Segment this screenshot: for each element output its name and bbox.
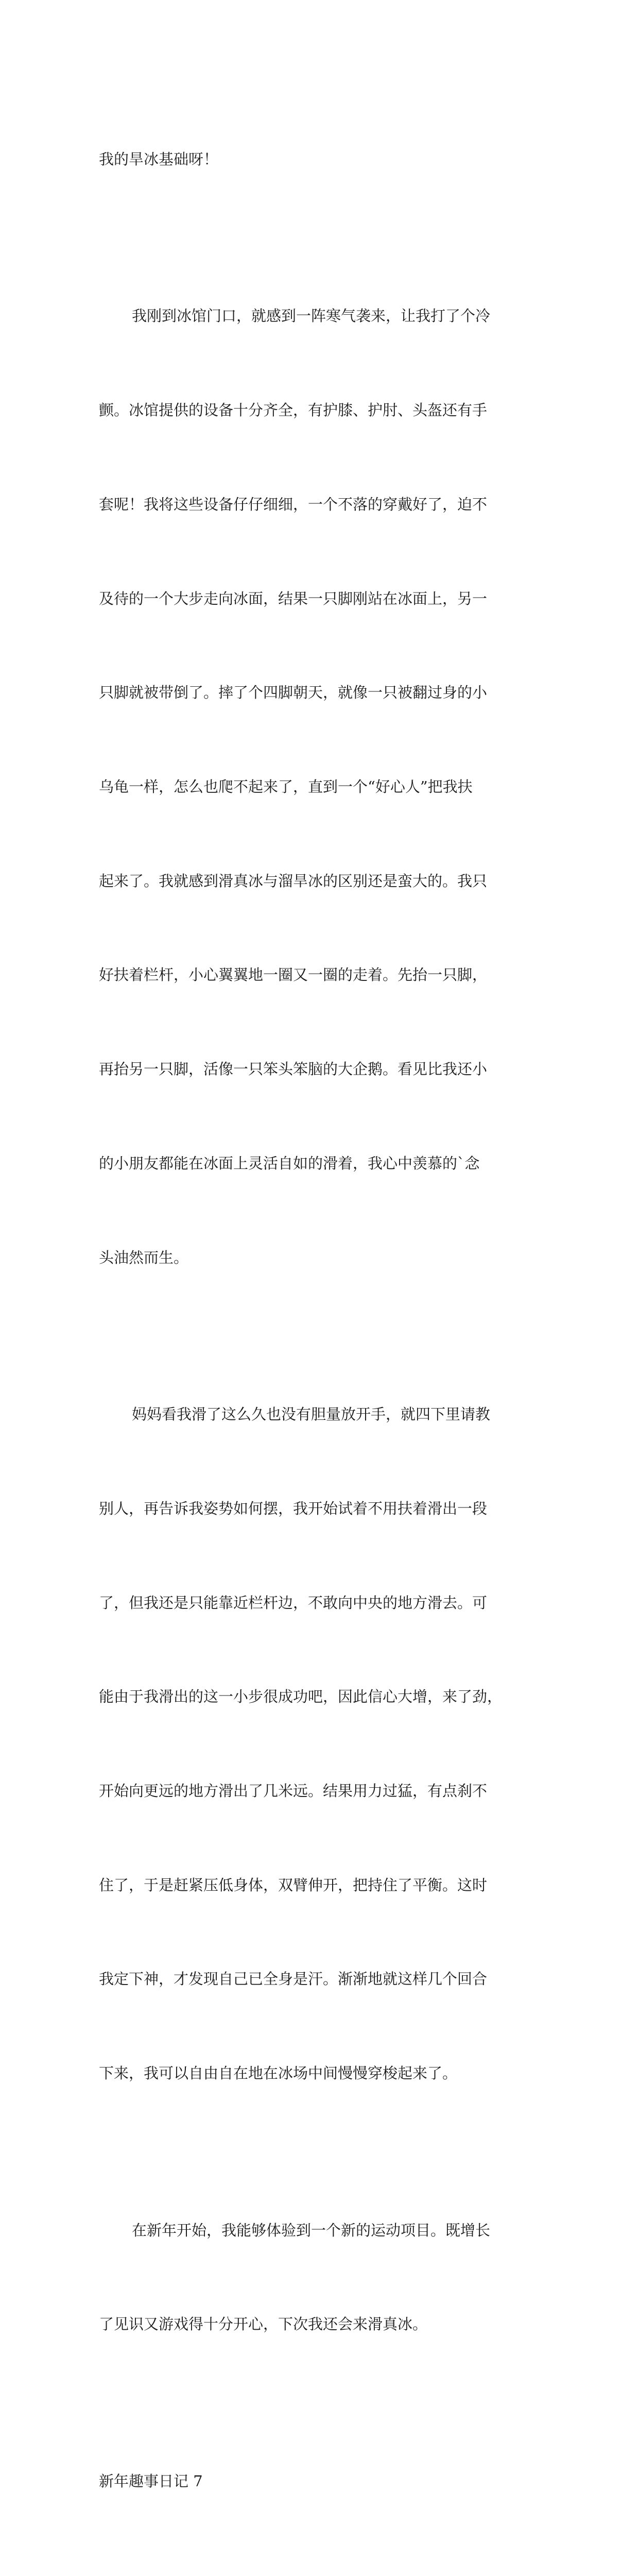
document-body bbox=[99, 81, 542, 2576]
text-line: 套呢！我将这些设备仔仔细细，一个不落的穿戴好了，迫不 bbox=[99, 495, 488, 513]
text-line: 开始向更远的地方滑出了几米远。结果用力过猛，有点刹不 bbox=[99, 1782, 488, 1800]
text-line: 了见识又游戏得十分开心，下次我还会来滑真冰。 bbox=[99, 2315, 428, 2333]
text-line: 乌龟一样，怎么也爬不起来了，直到一个“好心人”把我扶 bbox=[99, 777, 473, 795]
text-line: 在新年开始，我能够体验到一个新的运动项目。既增长 bbox=[132, 2221, 491, 2239]
text-line: 妈妈看我滑了这么久也没有胆量放开手，就四下里请教 bbox=[132, 1405, 491, 1423]
paragraph-learning bbox=[99, 1336, 542, 2152]
text-line: 住了，于是赶紧压低身体，双臂伸开，把持住了平衡。这时 bbox=[99, 1876, 488, 1894]
text-line: 好扶着栏杆，小心翼翼地一圈又一圈的走着。先抬一只脚， bbox=[99, 966, 488, 984]
heading-text: 新年趣事日记 7 bbox=[99, 2472, 203, 2490]
text-line: 下来，我可以自由自在地在冰场中间慢慢穿梭起来了。 bbox=[99, 2064, 458, 2082]
text-line: 起来了。我就感到滑真冰与溜旱冰的区别还是蛮大的。我只 bbox=[99, 872, 488, 890]
text-line: 别人，再告诉我姿势如何摆，我开始试着不用扶着滑出一段 bbox=[99, 1499, 488, 1517]
paragraph-conclusion bbox=[99, 2152, 542, 2403]
text-line: 我的旱冰基础呀！ bbox=[99, 150, 219, 168]
text-line: 的小朋友都能在冰面上灵活自如的滑着，我心中羡慕的`念 bbox=[99, 1154, 480, 1172]
text-line: 能由于我滑出的这一小步很成功吧，因此信心大增，来了劲， bbox=[99, 1688, 503, 1706]
text-line: 我刚到冰馆门口，就感到一阵寒气袭来，让我打了个冷 bbox=[132, 307, 491, 325]
paragraph-next-entry bbox=[99, 2560, 542, 2576]
text-line: 及待的一个大步走向冰面，结果一只脚刚站在冰面上，另一 bbox=[99, 589, 488, 607]
text-line: 头油然而生。 bbox=[99, 1248, 189, 1266]
text-line: 了，但我还是只能靠近栏杆边，不敢向中央的地方滑去。可 bbox=[99, 1594, 488, 1612]
text-line: 我定下神，才发现自己已全身是汗。渐渐地就这样几个回合 bbox=[99, 1970, 488, 1988]
paragraph-arrival bbox=[99, 238, 542, 1336]
paragraph-continuation bbox=[99, 81, 542, 238]
text-line: 再抬另一只脚，活像一只笨头笨脑的大企鹅。看见比我还小 bbox=[99, 1060, 488, 1078]
text-line: 颤。冰馆提供的设备十分齐全，有护膝、护肘、头盔还有手 bbox=[99, 401, 488, 419]
section-heading bbox=[99, 2403, 542, 2560]
text-line: 只脚就被带倒了。摔了个四脚朝天，就像一只被翻过身的小 bbox=[99, 684, 488, 702]
